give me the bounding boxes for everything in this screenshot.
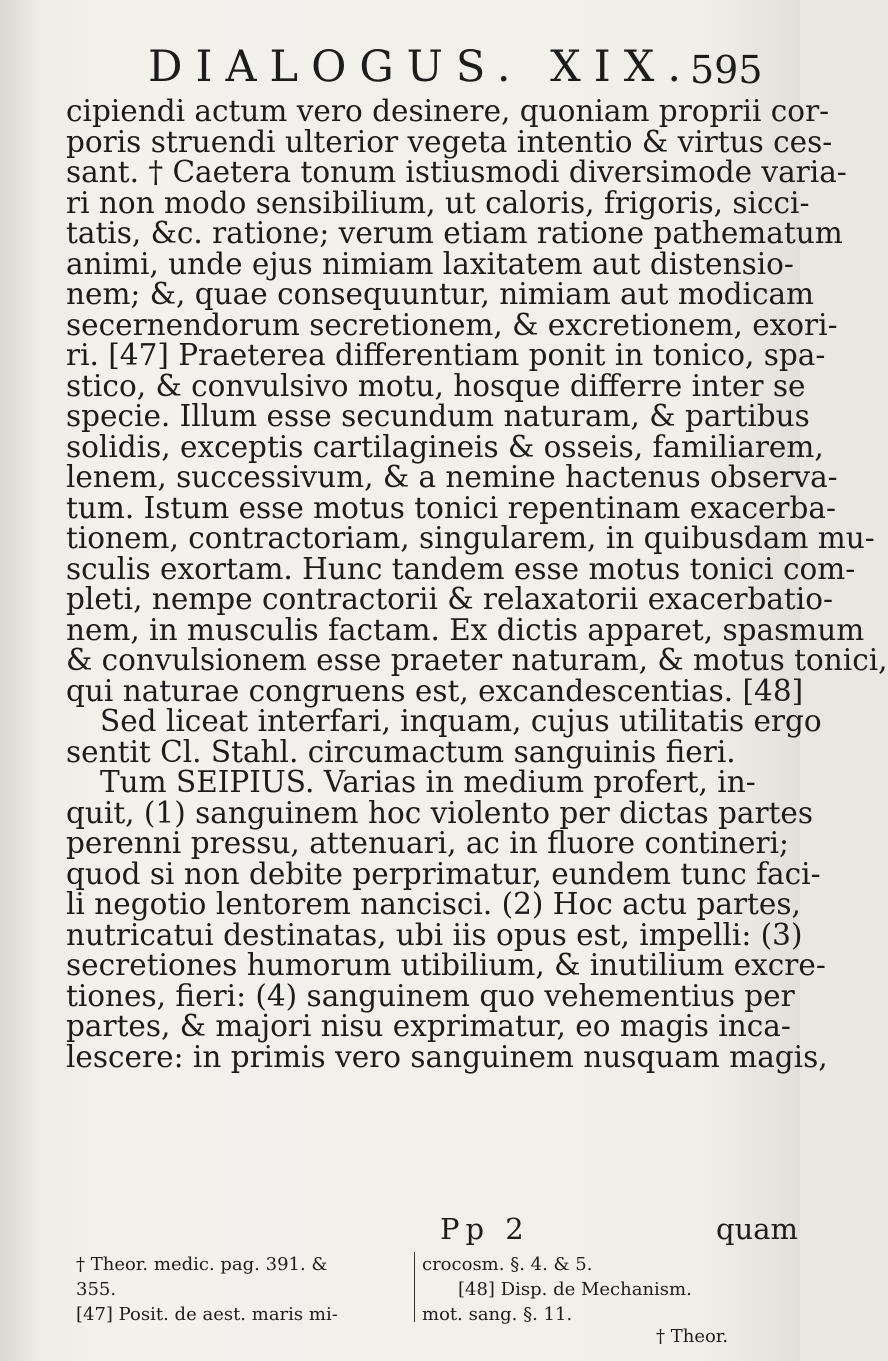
text-line: tum. Istum esse motus tonici repentinam exacerba-	[66, 490, 836, 525]
text-line-8	[66, 307, 838, 342]
footnote-catch: † Theor.	[656, 1326, 729, 1347]
text-line-32	[66, 1039, 828, 1074]
signature-line	[0, 1212, 800, 1252]
running-head	[0, 40, 800, 100]
footnote-column-divider	[414, 1252, 415, 1322]
footnotes-left-column	[76, 1252, 416, 1327]
footnotes-right-column	[422, 1252, 798, 1327]
text-line: Sed liceat interfari, inquam, cujus utilitatis ergo	[100, 704, 822, 738]
text-line-16	[66, 551, 856, 586]
text-line: partes, & majori nisu exprimatur, eo magis inca-	[66, 1009, 791, 1043]
text-line: & convulsionem esse praeter naturam, & motus tonici,	[66, 643, 888, 677]
text-line-26	[66, 856, 821, 891]
text-line-18	[66, 612, 865, 647]
text-line: secernendorum secretionem, & excretionem, exori-	[66, 307, 838, 342]
text-line-4	[66, 185, 810, 220]
text-line: sentit Cl. Stahl. circumactum sanguinis fieri.	[66, 734, 736, 769]
text-line: sculis exortam. Hunc tandem esse motus tonici com-	[66, 551, 856, 586]
text-line: specie. Illum esse secundum naturam, & partibus	[66, 399, 810, 433]
page-number: 595	[690, 48, 763, 92]
text-line: sant. † Caetera tonum istiusmodi diversimode varia-	[66, 155, 847, 189]
text-line: nem, in musculis factam. Ex dictis apparet, spasmum	[66, 612, 865, 647]
text-line-20	[66, 673, 804, 708]
text-line: qui naturae congruens est, excandescentias. [48]	[66, 673, 804, 708]
text-line-23	[66, 767, 794, 798]
text-line-24	[66, 795, 813, 830]
text-line-25	[66, 828, 794, 859]
text-line: poris struendi ulterior vegeta intentio & virtus ces-	[66, 124, 833, 159]
text-line-13	[66, 460, 838, 494]
footnote-line: [47] Posit. de aest. maris mi-	[76, 1304, 338, 1325]
text-line: quit, (1) sanguinem hoc violento per dictas partes	[66, 795, 813, 830]
text-line: ri. [47] Praeterea differentiam ponit in tonico, spa-	[66, 338, 826, 372]
text-line: perenni pressu, attenuari, ac in fluore contineri;	[66, 826, 789, 860]
text-line: lenem, successivum, & a nemine hactenus observa-	[66, 460, 838, 494]
text-line: stico, & convulsivo motu, hosque differre inter se	[66, 368, 806, 403]
text-line: tiones, fieri: (4) sanguinem quo vehementius per	[66, 978, 795, 1013]
text-line-5	[66, 216, 843, 250]
text-line: tatis, &c. ratione; verum etiam ratione pathematum	[66, 216, 843, 250]
text-line: animi, unde ejus nimiam laxitatem aut distensio-	[66, 246, 794, 281]
catchword: quam	[716, 1212, 799, 1246]
text-line-30	[66, 978, 795, 1013]
text-line: solidis, exceptis cartilagineis & osseis, familiarem,	[66, 429, 824, 464]
text-line: cipiendi actum vero desinere, quoniam proprii cor-	[66, 94, 830, 128]
text-line: pleti, nempe contractorii & relaxatorii exacerbatio-	[66, 582, 833, 616]
footnote-line: 355.	[76, 1279, 117, 1300]
text-line-10	[66, 368, 806, 403]
text-line-17	[66, 582, 833, 616]
text-line-29	[66, 948, 826, 982]
text-line-2	[66, 124, 833, 159]
text-line-28	[66, 917, 803, 952]
text-line-3	[66, 155, 847, 189]
footnote-line: † Theor. medic. pag. 391. &	[76, 1254, 328, 1275]
text-line-21	[66, 704, 822, 738]
text-line: nem; &, quae consequuntur, nimiam aut modicam	[66, 277, 815, 311]
text-line-14	[66, 490, 836, 525]
text-line: nutricatui destinatas, ubi iis opus est, impelli: (3)	[66, 917, 803, 952]
signature-mark: Pp 2	[440, 1212, 530, 1246]
footnote-line: [48] Disp. de Mechanism.	[458, 1279, 692, 1300]
text-line: ri non modo sensibilium, ut caloris, frigoris, sicci-	[66, 185, 810, 220]
running-title: DIALOGUS. XIX.	[148, 42, 695, 92]
text-line: secretiones humorum utibilium, & inutilium excre-	[66, 948, 826, 982]
text-line-12	[66, 429, 824, 464]
body-text	[66, 94, 888, 1074]
text-line-27	[66, 887, 801, 921]
text-line-9	[66, 338, 826, 372]
text-line: lescere: in primis vero sanguinem nusquam magis,	[66, 1039, 828, 1074]
text-line-1	[66, 94, 830, 128]
text-line-11	[66, 399, 810, 433]
text-line: li negotio lentorem nancisci. (2) Hoc actu partes,	[66, 887, 801, 921]
text-line-6	[66, 246, 794, 281]
footnote-line: mot. sang. §. 11.	[422, 1304, 573, 1325]
text-line: quod si non debite perprimatur, eundem tunc faci-	[66, 856, 821, 891]
text-line-31	[66, 1011, 794, 1042]
text-line: tionem, contractoriam, singularem, in quibusdam mu-	[66, 521, 875, 555]
text-line: Tum SEIPIUS. Varias in medium profert, in-	[100, 765, 756, 799]
footnote-line: crocosm. §. 4. & 5.	[422, 1254, 593, 1275]
text-line-19	[66, 643, 888, 677]
text-line-22	[66, 734, 794, 769]
text-line-7	[66, 277, 815, 311]
text-line-15	[66, 521, 875, 555]
